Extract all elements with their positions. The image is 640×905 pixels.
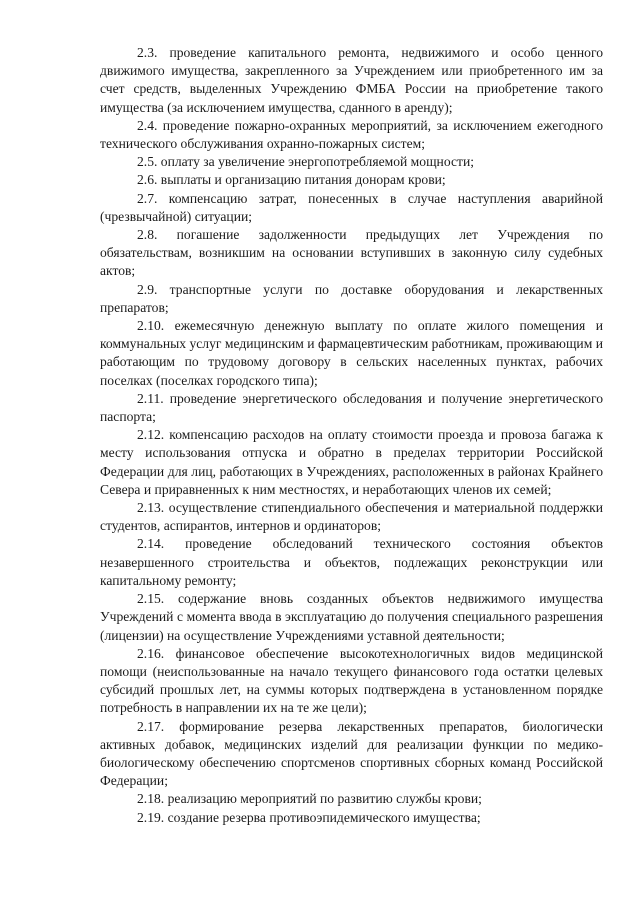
paragraph-2-7: 2.7. компенсацию затрат, понесенных в случае наступления аварийной (чрезвычайной) ситуации; [100, 190, 603, 224]
paragraph-2-12: 2.12. компенсацию расходов на оплату стоимости проезда и провоза багажа к месту использования отпуска и обратно в пределах территории Российской Федерации для лиц, работающих в Учреждениях, расположенных в районах Крайнего Севера и приравненных к ним местностях, и неработающих членов их семей; [100, 427, 603, 497]
paragraph-2-9: 2.9. транспортные услуги по доставке оборудования и лекарственных препаратов; [100, 281, 603, 315]
paragraph-2-4: 2.4. проведение пожарно-охранных мероприятий, за исключением ежегодного технического обслуживания охранно-пожарных систем; [100, 117, 603, 152]
paragraph-2-18: 2.18. реализацию мероприятий по развитию службы крови; [137, 791, 482, 807]
paragraph-2-15: 2.15. содержание вновь созданных объектов недвижимого имущества Учреждений с момента ввода в эксплуатацию до получения специального разрешения (лицензии) на осуществление Учреждениями уставной деятельности; [100, 591, 603, 643]
paragraph-2-11: 2.11. проведение энергетического обследования и получение энергетического паспорта; [100, 390, 603, 425]
paragraph-2-13: 2.13. осуществление стипендиального обеспечения и материальной поддержки студентов, аспирантов, интернов и ординаторов; [100, 500, 603, 534]
paragraph-2-8: 2.8. погашение задолженности предыдущих лет Учреждения по обязательствам, возникшим на основании вступивших в законную силу судебных актов; [100, 227, 603, 279]
paragraph-2-3: 2.3. проведение капитального ремонта, недвижимого и особо ценного движимого имущества, закрепленного за Учреждением или приобретенного им за счет средств, выделенных Учреждению ФМБА России на приобретение такого имущества (за исключением имущества, сданного в аренду); [100, 45, 603, 115]
paragraph-2-19: 2.19. создание резерва противоэпидемического имущества; [137, 809, 481, 825]
paragraph-2-5: 2.5. оплату за увеличение энергопотребляемой мощности; [137, 154, 474, 170]
paragraph-2-16: 2.16. финансовое обеспечение высокотехнологичных видов медицинской помощи (неиспользованные на начало текущего финансового года остатки целевых субсидий прошлых лет, на суммы которых подтверждена в установленном порядке потребность в направлении их на те же цели); [100, 645, 603, 716]
paragraph-2-6: 2.6. выплаты и организацию питания донорам крови; [137, 172, 446, 188]
paragraph-2-10: 2.10. ежемесячную денежную выплату по оплате жилого помещения и коммунальных услуг медицинским и фармацевтическим работникам, проживающим и работающим по трудовому договору в сельских населенных пунктах, рабочих поселках (поселках городского типа); [100, 318, 603, 388]
paragraph-2-14: 2.14. проведение обследований технического состояния объектов незавершенного строительства и объектов, подлежащих реконструкции или капитальному ремонту; [100, 536, 603, 588]
paragraph-2-17: 2.17. формирование резерва лекарственных препаратов, биологически активных добавок, медицинских изделий для реализации функции по медико-биологическому обеспечению спортсменов спортивных сборных команд Российской Федерации; [100, 718, 603, 789]
document-body [100, 44, 603, 827]
